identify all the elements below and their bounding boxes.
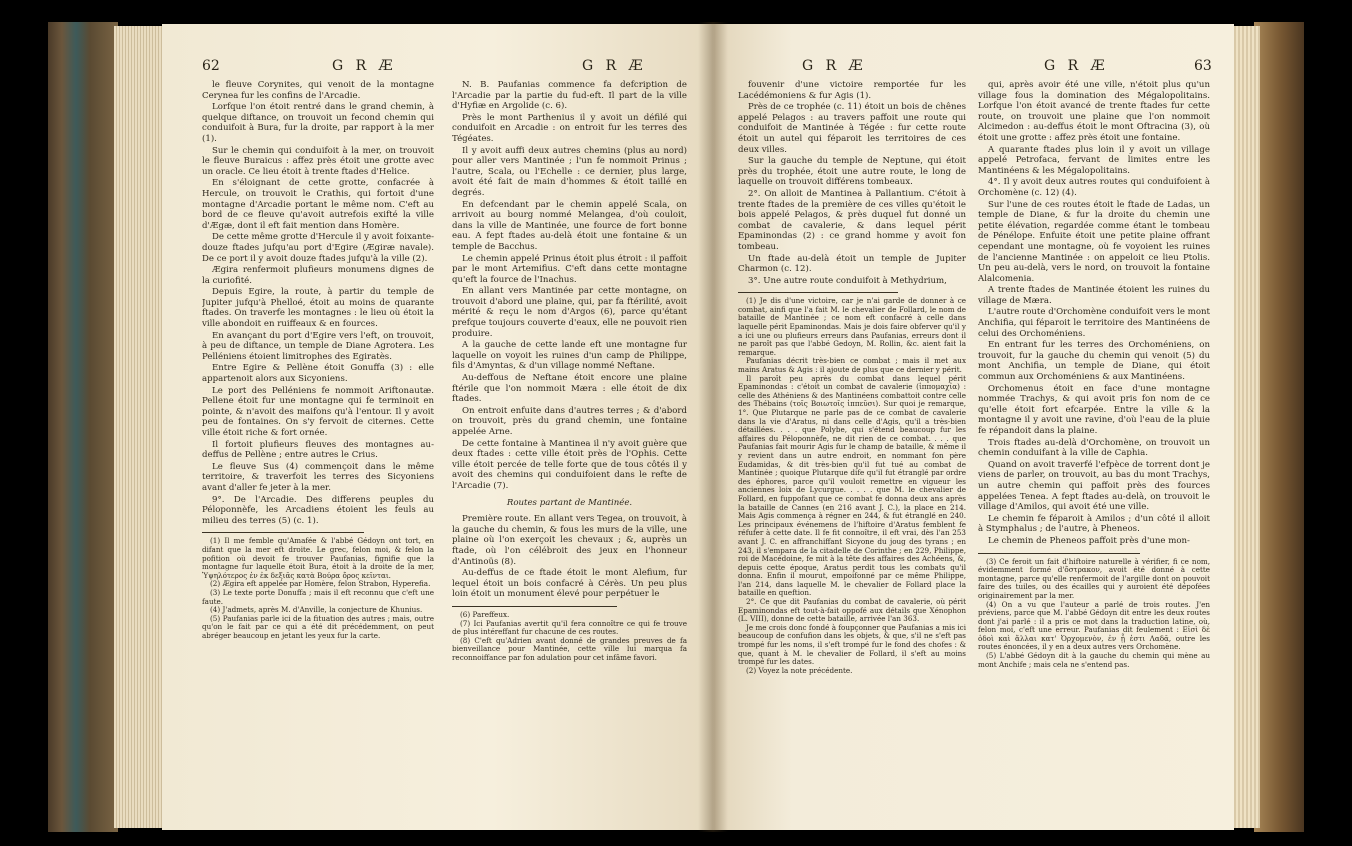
paragraph: Le chemin fe féparoit à Amilos ; d'un côté il alloit à Stymphalus ; de l'autre, à Pheneos. (978, 513, 1210, 535)
paragraph: En s'éloignant de cette grotte, confacrée à Hercule, on trouvoit le Crathis, qui fortoit d'une montagne d'Arcadie portant le même nom. C'eft au bord de ce fleuve qu'avoit autrefois exifté la ville d'Ægæ, dont il eft fait mention dans Homère. (202, 178, 434, 231)
paragraph: Un ftade au-delà étoit un temple de Jupiter Charmon (c. 12). (738, 253, 966, 275)
paragraph: A trente ftades de Mantinée étoient les ruines du village de Mæra. (978, 285, 1210, 306)
right-column-2 (978, 80, 1210, 816)
footnote: Il paroît peu après du combat dans lequel périt Epaminondas : c'étoit un combat de cavalerie (ἱππομαχία) : celle des Athéniens & des Mantinéens combattoit contre celle des Thébains (τοῖς Βοιωτοῖς ἱππεῦσι). Sur quoi je remarque, 1°. Que Plutarque ne parle pas de ce combat de cavalerie dans la vie d'Aratus, ni dans celle d'Agis, qu'il a très-bien détaillées. . . . que Polybe, qui s'étend beaucoup fur les affaires du Péloponnèfe, ne dit rien de ce combat. . . . que Paufanias fait mourir Agis fur le champ de bataille, & même il y revient dans un autre endroit, en nommant fon père Eudamidas, & dit très-bien qu'il fut tué au combat de Mantinée ; quoique Plutarque dife qu'il fut étranglé par ordre des éphores, parce qu'il vouloit remettre en vigueur les anciennes loix de Lycurgue. . . . . que M. le chevalier de Follard, en fuppofant que ce combat fe donna deux ans après la bataille de Cannes (en 216 avant J. C.), la place en 214. Mais Agis commença à régner en 244, & fut étranglé en 240. Les principaux événemens de l'hiftoire d'Aratus femblent fe réfufer à cette date. Il fe fit connoître, il eft vrai, dès l'an 253 avant J. C. en affranchiffant Sicyone du joug des tyrans ; en 243, il s'empara de la citadelle de Corinthe ; en 229, Philippe, roi de Macédoine, fe mit à la tête des affaires des Achéens, &, depuis cette époque, Aratus perdit tous les combats qu'il donna. Enfin il mourut, empoifonné par ce même Philippe, l'an 214, dans laquelle M. le chevalier de Follard place la bataille en queftion. (738, 373, 966, 598)
left-column-1 (202, 80, 434, 816)
paragraph: Trois ftades au-delà d'Orchomène, on trouvoit un chemin conduifant à la ville de Caphia. (978, 437, 1210, 459)
footnote: (3) Ce feroit un fait d'hiftoire naturelle à vérifier, fi ce nom, évidemment formé d'ὄστρακον, avoit été donné à cette montagne, parce qu'elle renfermoit de l'argille dont on pouvoit faire des tuiles, ou des écailles qui y auroient été dépofées originairement par la mer. (978, 556, 1210, 600)
footnote-rule (738, 292, 898, 293)
paragraph: Près le mont Parthenius il y avoit un défilé qui conduifoit en Arcadie : on entroit fur les terres des Tégéates. (452, 112, 687, 144)
right-page (714, 24, 1234, 830)
section-heading: Routes partant de Mantinée. (506, 497, 633, 508)
paragraph: En allant vers Mantinée par cette montagne, on trouvoit d'abord une plaine, qui, par fa ftérilité, avoit mérité & reçu le nom d'Argos (6), parce qu'étant prefque toujours couverte d'eaux, elle ne pouvoit rien produire. (452, 286, 687, 339)
left-header-col1: G R Æ (332, 58, 397, 74)
footnote: (5) L'abbé Gédoyn dit à la gauche du chemin qui mène au mont Anchife ; mais cela ne s'entend pas. (978, 651, 1210, 669)
paragraph: En entrant fur les terres des Orchoméniens, on trouvoit, fur la gauche du chemin qui venoit (5) du mont Anchifia, un temple de Diane, qui étoit commun aux Orchoméniens & aux Mantinéens. (978, 340, 1210, 383)
paragraph: Le fleuve Sus (4) commençoit dans le même territoire, & traverfoit les terres des Sicyoniens avant d'aller fe jeter à la mer. (202, 461, 434, 493)
footnote: (4) J'admets, après M. d'Anville, la conjecture de Khunius. (210, 605, 423, 615)
footnote: Je me crois donc fondé à foupçonner que Paufanias a mis ici beaucoup de confufion dans les objets, & que, s'il ne s'eft pas trompé fur les noms, il s'eft trompé fur le fond des chofes : & que, quant à M. le chevalier de Follard, il s'eft au moins trompé fur les dates. (738, 622, 966, 667)
paragraph: Le chemin de Pheneos paffoit près d'une mon- (988, 535, 1190, 546)
paragraph: Ægira renfermoit plufieurs monumens dignes de la curiofité. (202, 265, 434, 286)
paragraph: 9°. De l'Arcadie. Des differens peuples du Péloponnèfe, les Arcadiens étoient les feuls au milieu des terres (5) (c. 1). (202, 494, 434, 526)
paragraph: De cette fontaine à Mantinea il n'y avoit guère que deux ftades : cette ville étoit près de l'Ophis. Cette ville étoit percée de telle forte que de tous côtés il y avoit des chemins qui conduifoient dans le refte de l'Arcadie (7). (452, 438, 687, 491)
book-cover-right (1254, 22, 1304, 832)
paragraph: A la gauche de cette lande eft une montagne fur laquelle on voyoit les ruines d'un camp de Philippe, fils d'Amyntas, & d'un village nommé Neftane. (452, 340, 687, 372)
paragraph: Le port des Pelléniens fe nommoit Ariftonautæ. Pellene étoit fur une montagne qui fe terminoit en pointe, & n'avoit des maifons qu'à l'entour. Il y avoit peu de fontaines. On s'y fervoit de citernes. Cette ville étoit riche & fort ornée. (202, 385, 434, 438)
paragraph: N. B. Paufanias commence fa defcription de l'Arcadie par la partie du fud-eft. Il part de la ville d'Hyfiæ en Argolide (c. 6). (452, 80, 687, 112)
page-edges-right (1234, 26, 1260, 828)
right-header-col1: G R Æ (802, 58, 867, 74)
paragraph: le fleuve Corynites, qui venoit de la montagne Cerynea fur les confins de l'Arcadie. (202, 80, 434, 101)
open-book (48, 22, 1304, 832)
footnote: (6) Pareffeux. (460, 609, 510, 619)
paragraph: Près de ce trophée (c. 11) étoit un bois de chênes appelé Pelagos : au travers paffoit une route qui conduifoit de Mantinée à Tégée : fur cette route étoit un autel qui féparoit les territoires de ces deux villes. (738, 102, 966, 155)
paragraph: 3°. Une autre route conduifoit à Methydrium, (748, 275, 947, 286)
footnote-rule (978, 553, 1140, 554)
footnote: (4) On a vu que l'auteur a parlé de trois routes. J'en préviens, parce que M. l'abbé Gédoyn dit entre les deux routes dont j'ai parlé : il a pris ce mot dans la traduction latine, où, felon moi, c'eft une erreur. Paufanias dit feulement : Εἰσὶ δὲ ὁδοὶ καὶ ἄλλαι κατ' Ὀρχομενὸν, ἐν ᾗ ἐστι Λαδᾶ, outre les routes énoncées, il y en a deux autres vers Orchomène. (978, 599, 1210, 652)
footnote-rule (202, 532, 364, 533)
paragraph: Il y avoit auffi deux autres chemins (plus au nord) pour aller vers Mantinée ; l'un fe nommoit Prinus ; l'autre, Scala, ou l'Echelle : ce dernier, plus large, avoit été fait de main d'hommes & étoit taillé en degrés. (452, 145, 687, 198)
paragraph: Sur l'une de ces routes étoit le ftade de Ladas, un temple de Diane, & fur la droite du chemin une petite élévation, regardée comme étant le tombeau de Pénélope. Enfuite étoit une petite plaine offrant cependant une montagne, où fe voyoient les ruines de l'ancienne Mantinée : on appeloit ce lieu Ptolis. Un peu au-delà, vers le nord, on trouvoit la fontaine Alalcomenia. (978, 199, 1210, 284)
paragraph: En avançant du port d'Egire vers l'eft, on trouvoit, à peu de diftance, un temple de Diane Agrotera. Les Pelléniens étoient limitrophes des Egiratès. (202, 330, 434, 362)
paragraph: Orchomenus étoit en face d'une montagne nommée Trachys, & qui avoit pris fon nom de ce qu'elle étoit fort efcarpée. Entre la ville & la montagne il y avoit une ravine, d'où l'eau de la pluie fe répandoit dans la plaine. (978, 383, 1210, 436)
paragraph: 2°. On alloit de Mantinea à Pallantium. C'étoit à trente ftades de la première de ces villes qu'étoit le bois appelé Pelagos, & près duquel fut donné un combat de cavalerie, & dans lequel périt Epaminondas (2) : ce grand homme y avoit fon tombeau. (738, 188, 966, 252)
right-column-1 (738, 80, 966, 816)
footnote: (5) Paufanias parle ici de la fituation des autres ; mais, outre qu'on le fait par ce qui a été dit précédemment, on peut abréger beaucoup en jetant les yeux fur la carte. (202, 613, 434, 640)
paragraph: fouvenir d'une victoire remportée fur les Lacédémoniens & fur Agis (1). (738, 80, 966, 101)
paragraph: Au-deffous de Neftane étoit encore une plaine ftérile que l'on nommoit Mæra : elle étoit de dix ftades. (452, 373, 687, 405)
paragraph: Sur le chemin qui conduifoit à la mer, on trouvoit le fleuve Buraicus : affez près étoit une grotte avec un oracle. Ce lieu étoit à trente ftades d'Helice. (202, 145, 434, 177)
footnote: (7) Ici Paufanias avertit qu'il fera connoître ce qui fe trouve de plus intéreffant fur chacune de ces routes. (452, 618, 687, 637)
footnote: (1) Je dis d'une victoire, car je n'ai garde de donner à ce combat, ainfi que l'a fait M. le chevalier de Follard, le nom de bataille de Mantinée ; ce nom eft confacré à celle dans laquelle périt Epaminondas. Mais je dois faire obferver qu'il y a ici une ou plufieurs erreurs dans Paufanias, erreurs dont il ne paroît pas que l'abbé Gedoyn, M. Rollin, &c. aient fait la remarque. (738, 296, 966, 357)
paragraph: Au-deffus de ce ftade étoit le mont Alefium, fur lequel étoit un bois confacré à Cérès. Un peu plus loin étoit un monument élevé pour perpétuer le (452, 568, 687, 600)
paragraph: 4°. Il y avoit deux autres routes qui conduifoient à Orchomène (c. 12) (4). (978, 177, 1210, 198)
footnote: Paufanias décrit très-bien ce combat ; mais il met aux mains Aratus & Agis : il ajoute de plus que ce dernier y périt. (738, 356, 966, 375)
footnote: (1) Il me femble qu'Amafée & l'abbé Gédoyn ont tort, en difant que la mer eft droite. Le grec, felon moi, & felon la pofition où devoit fe trouver Paufanias, fignifie que la montagne fur laquelle étoit Bura, étoit à la droite de la mer, Ὑψηλότερος ἐν ἐκ δεξιᾶς κατὰ Βούρα ὄρος κεῖνται. (202, 536, 434, 580)
left-header-col2: G R Æ (582, 58, 647, 74)
footnote-rule (452, 606, 617, 607)
left-page (162, 24, 714, 830)
paragraph: L'autre route d'Orchomène conduifoit vers le mont Anchifia, qui féparoit le territoire des Mantinéens de celui des Orchoméniens. (978, 307, 1210, 339)
paragraph: De cette même grotte d'Hercule il y avoit foixante-douze ftades jufqu'au port d'Egire (Ægiræ navale). De ce port il y avoit douze ftades jufqu'à la ville (2). (202, 232, 434, 264)
paragraph: Lorfque l'on étoit rentré dans le grand chemin, à quelque diftance, on trouvoit un fecond chemin qui conduifoit à Bura, fur la droite, par rapport à la mer (1). (202, 102, 434, 144)
paragraph: Le chemin appelé Prinus étoit plus étroit : il paffoit par le mont Artemifius. C'eft dans cette montagne qu'eft la fource de l'Inachus. (452, 253, 687, 285)
paragraph: En defcendant par le chemin appelé Scala, on arrivoit au bourg nommé Melangea, d'où couloit, dans la ville de Mantinée, une fource de fort bonne eau. A fept ftades au-delà étoit une fontaine & un temple de Bacchus. (452, 199, 687, 252)
left-page-number: 62 (202, 58, 220, 74)
page-edges-left (114, 26, 164, 828)
footnote: (2) Voyez la note précédente. (746, 665, 853, 675)
paragraph: Il fortoit plufieurs fleuves des montagnes au-deffus de Pellène ; entre autres le Crius. (202, 439, 434, 461)
paragraph: qui, après avoir été une ville, n'étoit plus qu'un village fous la domination des Mégalopolitains. Lorfque l'on étoit avancé de trente ftades fur cette route, on trouvoit une plaine que l'on nommoit Alcimedon : au-deffus étoit le mont Oftracina (3), où étoit une grotte : affez près étoit une fontaine. (978, 80, 1210, 143)
paragraph: Sur la gauche du temple de Neptune, qui étoit près du trophée, étoit une autre route, le long de laquelle on trouvoit différens tombeaux. (738, 156, 966, 188)
left-column-2 (452, 80, 687, 816)
paragraph: A quarante ftades plus loin il y avoit un village appelé Petrofaca, fervant de limites entre les Mantinéens & les Mégalopolitains. (978, 144, 1210, 176)
paragraph: Quand on avoit traverfé l'efpèce de torrent dont je viens de parler, on trouvoit, au bas du mont Trachys, un autre chemin qui paffoit près des fources appelées Tenea. A fept ftades au-delà, on trouvoit le village d'Amilos, qui avoit été une ville. (978, 459, 1210, 513)
right-page-number: 63 (1194, 58, 1212, 74)
book-gutter (698, 22, 728, 832)
book-cover-left (48, 22, 118, 832)
paragraph: Entre Egire & Pellène étoit Gonuffa (3) : elle appartenoit alors aux Sicyoniens. (202, 363, 434, 385)
right-header-col2: G R Æ (1044, 58, 1109, 74)
paragraph: Première route. En allant vers Tegea, on trouvoit, à la gauche du chemin, & fous les murs de la ville, une plaine où l'on exerçoit les chevaux ; &, auprès un ftade, où l'on célébroit des jeux en l'honneur d'Antinoüs (8). (452, 514, 687, 567)
paragraph: Depuis Egire, la route, à partir du temple de Jupiter jufqu'à Phelloé, étoit au moins de quarante ftades. On traverfe les montagnes : le lieu où étoit la ville abondoit en ruiffeaux & en fources. (202, 287, 434, 330)
footnote: 2°. Ce que dit Paufanias du combat de cavalerie, où périt Epaminondas eft tout-à-fait oppofé aux détails que Xénophon (L. VIII), donne de cette bataille, arrivée l'an 363. (738, 597, 966, 624)
paragraph: On entroit enfuite dans d'autres terres ; & d'abord on trouvoit, près du grand chemin, une fontaine appelée Arne. (452, 405, 687, 437)
footnote: (8) C'eft qu'Adrien avant donné de grandes preuves de fa bienveillance pour Mantinée, cette ville lui marqua fa reconnoiffance par fon adulation pour cet infâme favori. (452, 635, 687, 662)
footnote: (3) Le texte porte Donuffa ; mais il eft reconnu que c'eft une faute. (202, 587, 434, 606)
footnote: (2) Ægira eft appelée par Homère, felon Strabon, Hyperefia. (210, 579, 431, 589)
